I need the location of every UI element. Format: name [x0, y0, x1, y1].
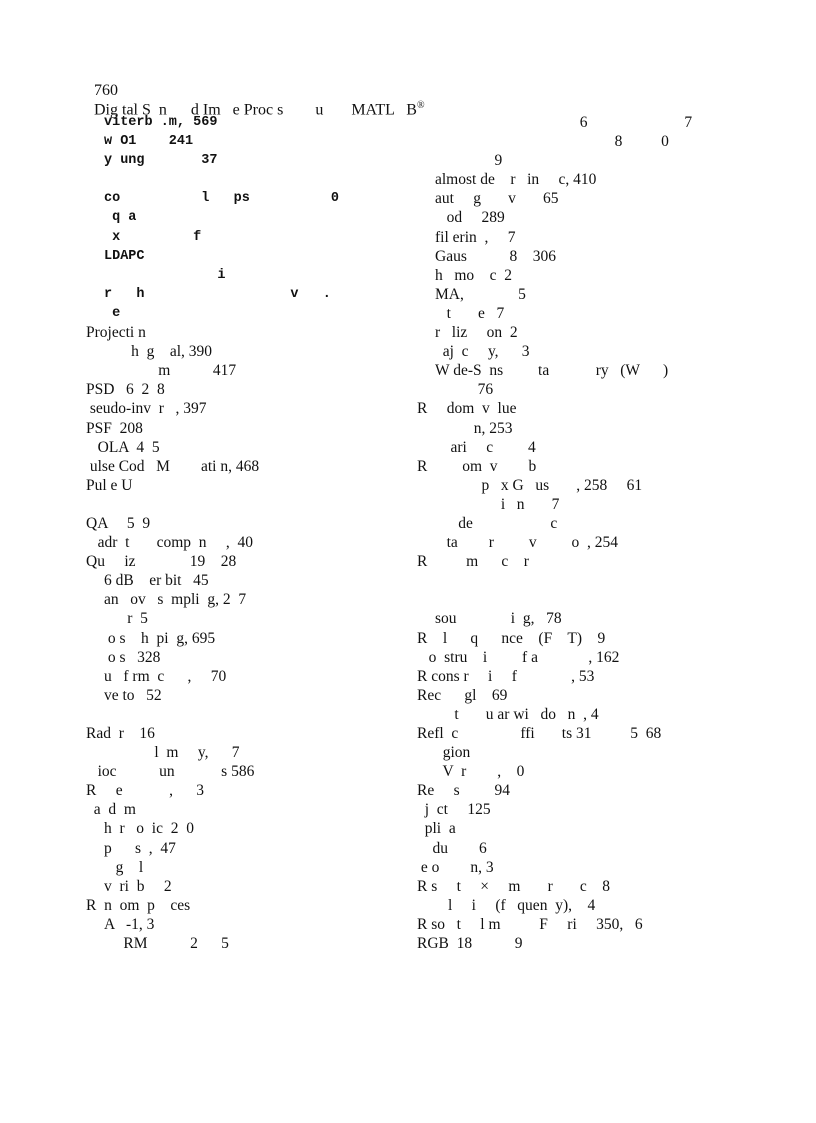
- index-entry: R e , 3: [86, 782, 204, 800]
- index-entry: Pul e U: [86, 476, 133, 494]
- index-entry: p x G us , 258 61: [435, 476, 643, 494]
- index-entry: QA 5 9: [86, 514, 151, 532]
- index-entry: A -1, 3: [104, 915, 155, 933]
- index-entry: MA, 5: [435, 285, 526, 303]
- index-entry: u f rm c , 70: [104, 667, 227, 685]
- index-entry: od 289: [435, 209, 505, 227]
- index-entry: a d m: [86, 801, 136, 819]
- index-entry: R l q nce (F T) 9: [417, 629, 606, 647]
- index-entry: [86, 495, 339, 514]
- index-entry: R m c r: [417, 553, 529, 571]
- index-entry: fil erin , 7: [435, 228, 516, 246]
- index-entry: g l: [104, 858, 144, 876]
- index-entry: r liz on 2: [435, 324, 518, 342]
- index-entry: Refl c ffi ts 31 5 68: [417, 725, 662, 742]
- index-entry: i: [104, 267, 226, 283]
- index-entry: y ung 37: [104, 153, 218, 169]
- index-entry: ioc un s 586: [86, 763, 255, 781]
- index-entry: an ov s mpli g, 2 7: [104, 591, 247, 609]
- index-entry: [86, 705, 339, 724]
- index-entry: W de-S ns ta ry (W ): [435, 362, 669, 380]
- page-header: [86, 64, 425, 119]
- index-entry: de c: [435, 514, 558, 532]
- index-entry: viterb .m, 569: [104, 115, 218, 130]
- index-entry: [417, 590, 692, 609]
- index-entry: h mo c 2: [435, 266, 513, 284]
- index-entry: [417, 571, 692, 590]
- index-entry: Rad r 16: [86, 725, 155, 742]
- index-entry: aj c y, 3: [435, 343, 530, 361]
- index-entry: R so t l m F ri 350, 6: [417, 915, 643, 933]
- index-column-right: [417, 113, 692, 953]
- index-entry: R s t × m r c 8: [417, 877, 611, 895]
- index-entry: o s 328: [104, 648, 161, 666]
- index-entry: v ri b 2: [104, 877, 172, 895]
- index-entry: Rec gl 69: [417, 686, 508, 704]
- index-entry: p s , 47: [104, 839, 176, 857]
- index-entry: x f: [104, 229, 202, 245]
- index-entry: e o n, 3: [417, 858, 494, 876]
- index-entry: 76: [435, 381, 494, 399]
- index-entry: aut g v 65: [435, 190, 559, 208]
- index-entry: 6 dB er bit 45: [104, 572, 209, 590]
- index-entry: PSF 208: [86, 419, 143, 437]
- index-entry: q a: [104, 210, 137, 226]
- index-entry: o stru i f a , 162: [417, 648, 620, 666]
- index-entry: R cons r i f , 53: [417, 667, 595, 685]
- index-entry: m 417: [104, 362, 237, 380]
- index-entry: sou i g, 78: [435, 610, 562, 628]
- index-entry: Re s 94: [417, 782, 510, 800]
- index-entry: R n om p ces: [86, 896, 191, 914]
- index-entry: j ct 125: [417, 801, 491, 819]
- index-entry: seudo-inv r , 397: [86, 400, 207, 418]
- index-entry: du 6: [417, 839, 487, 857]
- index-entry: n, 253: [435, 419, 513, 437]
- index-entry: t u ar wi do n , 4: [435, 705, 599, 723]
- index-entry: co l ps 0: [104, 191, 339, 207]
- index-entry: ulse Cod M ati n, 468: [86, 457, 260, 475]
- index-entry: gion: [435, 744, 471, 762]
- index-entry: PSD 6 2 8: [86, 381, 165, 399]
- index-entry: Projecti n: [86, 324, 146, 342]
- index-entry: ve to 52: [104, 686, 162, 704]
- index-entry: OLA 4 5: [86, 438, 160, 456]
- index-entry: ta r v o , 254: [435, 534, 618, 552]
- index-entry: 6 7: [417, 114, 693, 131]
- index-entry: RM 2 5: [104, 935, 229, 953]
- index-entry: LDAPC: [104, 248, 145, 264]
- index-entry: l m y, 7: [104, 744, 240, 762]
- index-entry: RGB 18 9: [417, 935, 523, 953]
- index-entry: l i (f quen y), 4: [417, 896, 596, 914]
- index-entry: o s h pi g, 695: [104, 629, 216, 647]
- index-entry: V r , 0: [435, 763, 525, 781]
- index-entry: Qu iz 19 28: [86, 553, 237, 571]
- registered-mark: ®: [416, 100, 425, 111]
- index-entry: almost de r in c, 410: [435, 171, 597, 189]
- index-entry: i n 7: [435, 495, 560, 513]
- index-entry: t e 7: [435, 304, 505, 322]
- index-entry: h g al, 390: [104, 343, 213, 361]
- index-entry: 9: [417, 152, 503, 170]
- index-entry: [86, 170, 339, 189]
- index-entry: e: [104, 305, 121, 321]
- index-entry: Gaus 8 306: [435, 247, 556, 265]
- index-entry: 8 0: [417, 133, 669, 151]
- index-entry: r 5: [104, 610, 148, 628]
- page-number: 760: [94, 82, 118, 99]
- index-entry: pli a: [417, 820, 456, 838]
- index-entry: r h v .: [104, 286, 331, 302]
- index-entry: h r o ic 2 0: [104, 820, 194, 838]
- index-entry: R om v b: [417, 457, 537, 475]
- index-column-left: [86, 113, 339, 953]
- index-entry: w O1 241: [104, 134, 194, 150]
- index-entry: ari c 4: [435, 438, 536, 456]
- index-entry: R dom v lue: [417, 400, 517, 418]
- index-entry: adr t comp n , 40: [86, 534, 254, 552]
- running-title: Dig tal S n d Im e Proc s u MATL B: [94, 101, 417, 119]
